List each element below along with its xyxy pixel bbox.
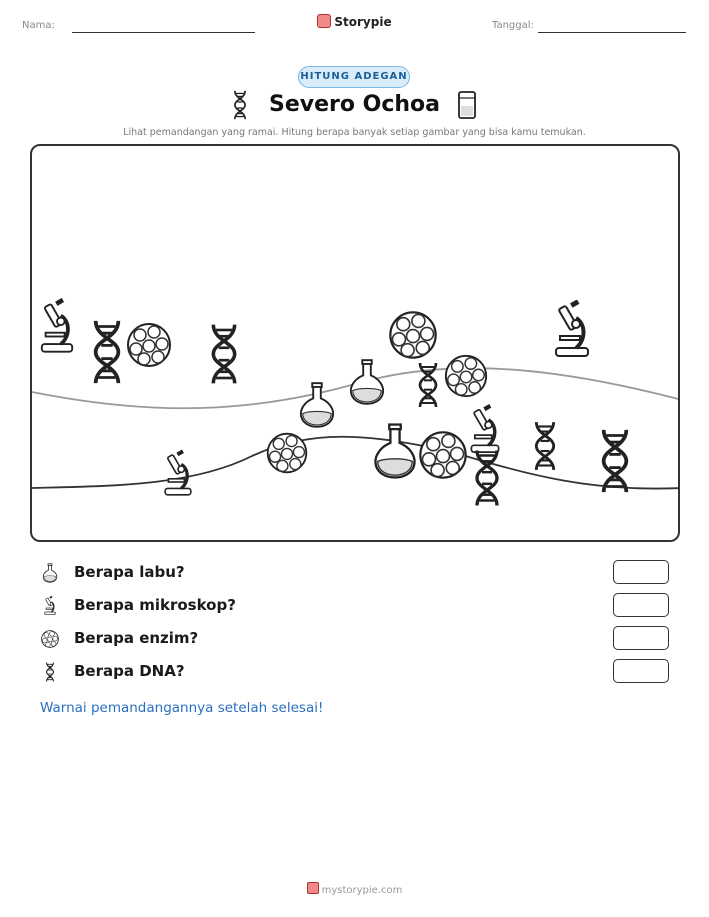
coloring-note: Warnai pemandangannya setelah selesai! xyxy=(40,700,324,716)
answer-box-dna[interactable] xyxy=(613,659,669,683)
answer-box-enzyme[interactable] xyxy=(613,626,669,650)
date-label: Tanggal: xyxy=(492,20,534,31)
brand-name: Storypie xyxy=(334,15,392,29)
scene-badge: HITUNG ADEGAN xyxy=(298,66,410,88)
enzyme-icon xyxy=(40,629,60,649)
microscope-icon xyxy=(40,596,60,616)
scene-dna-6 xyxy=(604,430,627,492)
scene-dna-5 xyxy=(536,422,553,470)
question-dna-text: Berapa DNA? xyxy=(74,662,185,680)
site-url[interactable]: mystorypie.com xyxy=(321,885,403,896)
storypie-footer-icon xyxy=(307,882,319,894)
question-microscope-row xyxy=(40,594,670,618)
title-beaker-icon xyxy=(456,90,478,120)
page-title: Severo Ochoa xyxy=(268,92,440,117)
question-enzyme-row xyxy=(40,627,670,651)
question-flask-row xyxy=(40,561,670,585)
site-footer xyxy=(0,882,709,896)
scene-dna-2 xyxy=(213,325,234,384)
name-line[interactable] xyxy=(72,32,255,33)
scene-microscope-1 xyxy=(42,298,72,352)
scene-flask-2 xyxy=(351,360,383,404)
scene-enzyme-2 xyxy=(390,312,435,357)
scene-enzyme-5 xyxy=(420,432,465,477)
brand-logo xyxy=(0,14,709,29)
scene-enzyme-1 xyxy=(128,324,170,366)
question-microscope-text: Berapa mikroskop? xyxy=(74,596,236,614)
scene-microscope-4 xyxy=(556,299,588,356)
question-dna-row xyxy=(40,660,670,684)
question-enzyme-text: Berapa enzim? xyxy=(74,629,199,647)
answer-box-flask[interactable] xyxy=(613,560,669,584)
flask-icon xyxy=(40,563,60,583)
scene-flask-3 xyxy=(375,425,414,478)
scene-dna-1 xyxy=(96,321,119,383)
scene-enzyme-3 xyxy=(446,356,486,396)
storypie-icon xyxy=(317,14,331,28)
scene-microscope-3 xyxy=(471,404,498,452)
instructions: Lihat pemandangan yang ramai. Hitung berapa banyak setiap gambar yang bisa kamu temukan. xyxy=(123,127,586,138)
question-flask-text: Berapa labu? xyxy=(74,563,185,581)
name-label: Nama: xyxy=(22,20,55,31)
dna-icon xyxy=(40,662,60,682)
scene-enzyme-4 xyxy=(268,434,307,473)
scene-dna-4 xyxy=(477,451,497,506)
scene-flask-1 xyxy=(301,383,333,427)
scene-picture[interactable] xyxy=(30,144,680,542)
scene-illustration xyxy=(32,146,680,542)
date-line[interactable] xyxy=(538,32,686,33)
answer-box-microscope[interactable] xyxy=(613,593,669,617)
scene-microscope-2 xyxy=(165,450,191,495)
